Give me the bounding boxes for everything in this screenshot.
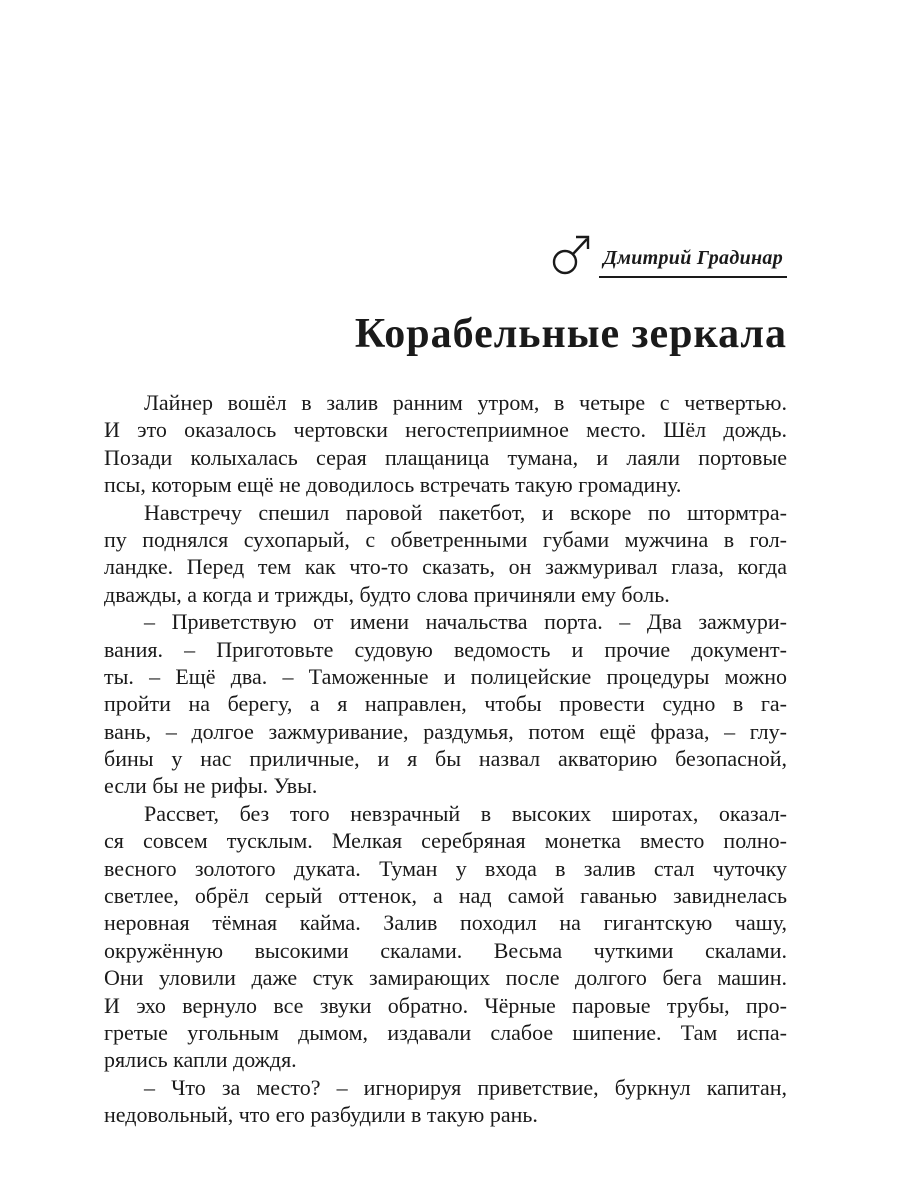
text-line: неровная тёмная кайма. Залив походил на гигантскую чашу, — [104, 910, 787, 936]
text-line: окружённую высокими скалами. Весьма чуткими скалами. — [104, 937, 787, 963]
text-line: светлее, обрёл серый оттенок, а над самой гаванью завиднелась — [104, 883, 787, 909]
text-line: Лайнер вошёл в залив ранним утром, в четыре с четвертью. — [144, 390, 787, 415]
text-line: вания. – Приготовьте судовую ведомость и прочие документ- — [104, 636, 787, 662]
text-line: недовольный, что его разбудили в такую рань. — [104, 1102, 538, 1128]
text-line: весного золотого дуката. Туман у входа в залив стал чуточку — [104, 855, 787, 881]
text-line: ты. – Ещё два. – Таможенные и полицейские процедуры можно — [104, 663, 787, 689]
text-line: Позади колыхалась серая плащаница тумана, и лаяли портовые — [104, 444, 787, 470]
author-name: Дмитрий Градинар — [599, 244, 787, 278]
text-line: если бы не рифы. Увы. — [104, 773, 318, 799]
text-line: гретые угольным дымом, издавали слабое шипение. Там испа- — [104, 1019, 787, 1045]
text-line: И эхо вернуло все звуки обратно. Чёрные паровые трубы, про- — [104, 992, 787, 1018]
text-line: вань, – долгое зажмуривание, раздумья, потом ещё фраза, – глу- — [104, 718, 787, 744]
text-line: – Приветствую от имени начальства порта. – Два зажмури- — [144, 609, 787, 635]
text-line: пройти на берегу, а я направлен, чтобы провести судно в га- — [104, 691, 787, 717]
text-line: – Что за место? – игнорируя приветствие, буркнул капитан, — [144, 1074, 787, 1100]
text-line: дважды, а когда и трижды, будто слова причиняли ему боль. — [104, 581, 670, 607]
text-line: Рассвет, без того невзрачный в высоких широтах, оказал- — [144, 800, 787, 826]
text-line: рялись капли дождя. — [104, 1047, 297, 1073]
text-line: бины у нас приличные, и я бы назвал акваторию безопасной, — [104, 746, 787, 772]
male-symbol-icon — [551, 232, 591, 278]
author-block — [551, 232, 787, 278]
text-line: Они уловили даже стук замирающих после долгого бега машин. — [104, 965, 787, 991]
text-line: ся совсем тусклым. Мелкая серебряная монетка вместо полно- — [104, 828, 787, 854]
text-line: ландке. Перед тем как что-то сказать, он зажмуривал глаза, когда — [104, 554, 787, 580]
text-line: пу поднялся сухопарый, с обветренными губами мужчина в гол- — [104, 526, 787, 552]
chapter-title: Корабельные зеркала — [354, 311, 787, 357]
text-line: И это оказалось чертовски негостеприимное место. Шёл дождь. — [104, 417, 787, 443]
text-line: псы, которым ещё не доводилось встречать такую громадину. — [104, 472, 682, 498]
story-body — [104, 389, 787, 1129]
text-line: Навстречу спешил паровой пакетбот, и вскоре по штормтра- — [144, 499, 787, 525]
